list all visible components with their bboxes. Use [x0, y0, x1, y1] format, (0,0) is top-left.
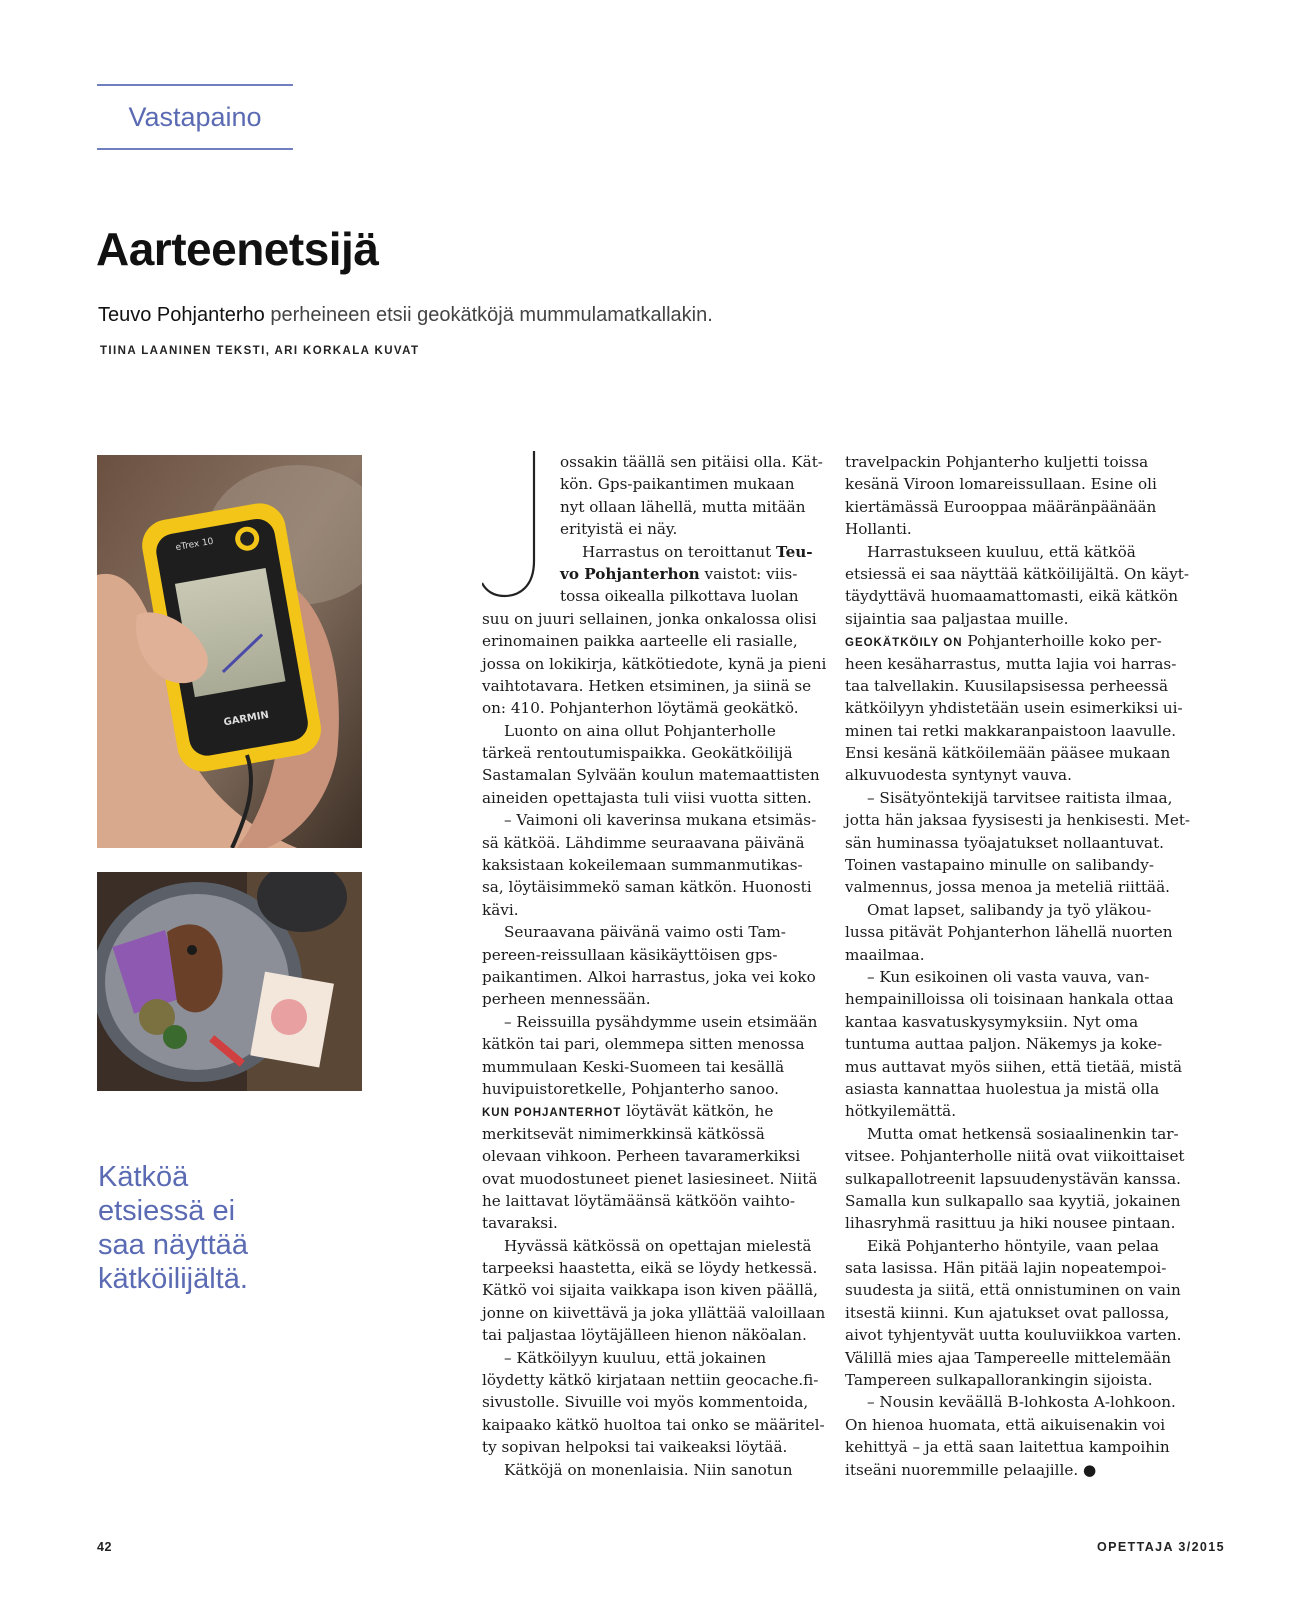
text-line: – Kätköilyyn kuuluu, että jokainen	[504, 1348, 767, 1367]
text-line: kön. Gps-paikantimen mukaan	[560, 475, 795, 494]
section-label: Vastapaino	[128, 102, 262, 132]
page-number: 42	[97, 1540, 113, 1554]
text-line: kätköilyyn yhdistetään usein esimerkiksi ui-	[845, 699, 1183, 718]
text-line: sijaintia saa paljastaa muille.	[845, 609, 1069, 628]
device-model-label: eTrex 10	[174, 536, 215, 554]
text-line: asiasta kannattaa huolestua ja mistä olla	[845, 1079, 1160, 1098]
text-line: On hienoa huomata, että aikuisenakin voi	[845, 1415, 1166, 1434]
text-line: – Nousin keväällä B-lohkosta A-lohkoon.	[867, 1393, 1176, 1412]
text-line: huvipuistoretkelle, Pohjanterho sanoo.	[482, 1079, 779, 1098]
text-line: sä kätköä. Lähdimme seuraavana päivänä	[482, 833, 805, 852]
article-lede	[98, 304, 713, 327]
text-line: erityistä ei näy.	[560, 520, 678, 539]
text-line: aivot tyhjentyvät uutta kouluviikkoa varten.	[845, 1326, 1182, 1345]
text-line: tärkeä rentoutumispaikka. Geokätköilijä	[482, 744, 793, 763]
text-line: pereen-reissullaan käsikäyttöisen gps-	[482, 945, 778, 964]
text-line: mus auttavat myös siihen, että tietää, mistä	[845, 1057, 1183, 1076]
text-line: vitsee. Pohjanterholle niitä ovat viikoittaiset	[845, 1147, 1185, 1166]
text-line: Harrastus on teroittanut Teu-	[582, 542, 813, 561]
text-line: travelpackin Pohjanterho kuljetti toissa	[845, 453, 1149, 471]
text-line: perheen mennessään.	[482, 990, 651, 1009]
text-line: jotta hän jaksaa fyysisesti ja henkisesti. Met-	[845, 811, 1191, 830]
text-line: suu on juuri sellainen, jonka onkalossa olisi	[482, 609, 817, 628]
text-line: kantaa kasvatuskysymyksiin. Nyt oma	[845, 1012, 1139, 1031]
text-line: kaksistaan kokeilemaan summanmutikas-	[482, 856, 803, 875]
subhead-lead: GEOKÄTKÖILY ON	[845, 637, 963, 650]
text-line: Eikä Pohjanterho höntyile, vaan pelaa	[867, 1236, 1159, 1255]
text-line: he laittavat löytämäänsä kätköön vaihto-	[482, 1191, 796, 1210]
article-column-1	[482, 451, 827, 1481]
magazine-issue: OPETTAJA 3/2015	[1097, 1540, 1225, 1554]
text-line: Mutta omat hetkensä sosiaalinenkin tar-	[867, 1124, 1179, 1143]
text-line: Ensi kesänä kätköilemään pääsee mukaan	[845, 744, 1171, 763]
text-line: mummulaan Keski-Suomeen tai kesällä	[482, 1057, 785, 1076]
article-title: Aarteenetsijä	[96, 223, 379, 275]
text-line: taa talvellakin. Kuusilapsisessa perheessä	[845, 676, 1169, 695]
subhead-line: GEOKÄTKÖILY ON Pohjanterhoille koko per-	[845, 632, 1162, 651]
text-line: lihasryhmä rasittuu ja hiki nousee pintaan.	[845, 1214, 1176, 1233]
text-line: kiertämässä Eurooppaa määränpäänään	[845, 497, 1157, 516]
text-line: kesänä Viroon lomareissullaan. Esine oli	[845, 475, 1157, 494]
pull-quote-line: Kätköä	[98, 1161, 189, 1193]
subhead-line: KUN POHJANTERHOT löytävät kätkön, he	[482, 1102, 774, 1121]
text-line: Toinen vastapaino minulle on salibandy-	[845, 856, 1154, 875]
text-line: ty sopivan helpoksi tai vaikeaksi löytää.	[482, 1438, 788, 1457]
text-line: maailmaa.	[845, 945, 925, 964]
text-line: – Sisätyöntekijä tarvitsee raitista ilmaa,	[867, 788, 1173, 807]
text-line: ovat muodostuneet pienet lasiesineet. Niitä	[482, 1169, 818, 1188]
byline: TIINA LAANINEN TEKSTI, ARI KORKALA KUVAT	[100, 345, 420, 357]
text-line: erinomainen paikka aarteelle eli rasialle,	[482, 632, 798, 651]
lede-rest: perheineen etsii geokätköjä mummulamatkallakin.	[264, 304, 713, 326]
text-line: – Reissuilla pysähdymme usein etsimään	[504, 1012, 818, 1031]
text-line: tossa oikealla pilkottava luolan	[560, 587, 799, 606]
pull-quote-line: kätköilijältä.	[98, 1263, 248, 1295]
text-line: Hollanti.	[845, 520, 912, 539]
text-line: alkuvuodesta syntynyt vauva.	[845, 766, 1072, 785]
text-line: jonne on kiivettävä ja joka yllättää valoillaan	[482, 1303, 826, 1322]
text-line: jossa on lokikirja, kätkötiedote, kynä ja pieni	[482, 654, 827, 673]
text-line: Luonto on aina ollut Pohjanterholle	[504, 721, 776, 740]
text-line: kätkön tai pari, olemmepa sitten menossa	[482, 1035, 805, 1054]
text-line: etsiessä ei saa näyttää kätköilijältä. On käyt-	[845, 564, 1190, 583]
text-line: itseäni nuoremmille pelaajille. ●	[845, 1460, 1097, 1479]
text-line: tai paljastaa löytäjälleen hienon näköalan.	[482, 1326, 807, 1345]
text-line: olevaan vihkoon. Perheen tavaramerkiksi	[482, 1147, 801, 1166]
text-line: sän huminassa työajatukset nollaantuvat.	[845, 833, 1165, 852]
text-line: valmennus, jossa menoa ja meteliä riittää.	[845, 878, 1170, 897]
text-line: itsestä kiinni. Kun ajatukset ovat pallossa,	[845, 1303, 1170, 1322]
text-line: Sastamalan Sylvään koulun matemaattisten	[482, 766, 820, 785]
text-line: – Vaimoni oli kaverinsa mukana etsimäs-	[504, 811, 817, 830]
text-line: tuntuma auttaa paljon. Näkemys ja koke-	[845, 1035, 1163, 1054]
text-line: vaihtotavara. Hetken etsiminen, ja siinä se	[482, 676, 812, 695]
text-line: lussa pitävät Pohjanterhon lähellä nuorten	[845, 923, 1173, 942]
text-line: kehittyä – ja että saan laitettua kampoihin	[845, 1438, 1170, 1457]
text-line: sulkapallotreenit lapsuudenystävän kanssa.	[845, 1169, 1182, 1188]
section-box	[97, 84, 293, 150]
text-line: Samalla kun sulkapallo saa kyytiä, jokainen	[845, 1191, 1181, 1210]
dropcap-text: J	[482, 451, 483, 452]
text-line: hötkyilemättä.	[845, 1102, 957, 1121]
text-line: kävi.	[482, 900, 519, 919]
text-line: Harrastukseen kuuluu, että kätköä	[867, 542, 1136, 561]
text-line: paikantimen. Alkoi harrastus, joka vei koko	[482, 967, 816, 986]
text-line: Seuraavana päivänä vaimo osti Tam-	[504, 923, 786, 942]
pull-quote	[98, 1160, 338, 1296]
text-line: Tampereen sulkapallorankingin sijoista.	[845, 1371, 1153, 1390]
text-line: on: 410. Pohjanterhon löytämä geokätkö.	[482, 699, 799, 718]
text-line: Kätkö voi sijaita vaikkapa ison kiven päällä,	[482, 1281, 818, 1300]
text-line: sata lasissa. Hän pitää lajin nopeatempoi-	[845, 1259, 1167, 1278]
text-line: täydyttävä huomaamattomasti, eikä kätkön	[845, 587, 1179, 606]
text-line: hempainilloissa oli toisinaan hankala ottaa	[845, 990, 1174, 1009]
text-line: Hyvässä kätkössä on opettajan mielestä	[504, 1236, 812, 1255]
photo-cache-contents	[97, 872, 362, 1091]
lede-name: Teuvo Pohjanterho	[98, 304, 265, 326]
text-line: vo Pohjanterhon vaistot: viis-	[560, 564, 798, 583]
article-column-2	[845, 451, 1190, 1481]
text-line: nyt ollaan lähellä, mutta mitään	[560, 497, 806, 516]
text-line: suudesta ja siitä, että onnistuminen on vain	[845, 1281, 1181, 1300]
text-line: – Kun esikoinen oli vasta vauva, van-	[867, 967, 1150, 986]
text-line: Omat lapset, salibandy ja työ yläkou-	[867, 900, 1152, 919]
subhead-lead: KUN POHJANTERHOT	[482, 1107, 622, 1120]
text-line: aineiden opettajasta tuli viisi vuotta sitten.	[482, 788, 812, 807]
text-line: ossakin täällä sen pitäisi olla. Kät-	[560, 453, 823, 471]
text-line: tarpeeksi haastetta, eikä se löydy hetkessä.	[482, 1259, 818, 1278]
device-brand-label: GARMIN	[222, 709, 270, 729]
text-line: merkitsevät nimimerkkinsä kätkössä	[482, 1124, 765, 1143]
text-line: heen kesäharrastus, mutta lajia voi harras-	[845, 654, 1177, 673]
text-line: minen tai retki makkaranpaistoon laavulle.	[845, 721, 1177, 740]
text-line: Kätköjä on monenlaisia. Niin sanotun	[504, 1460, 793, 1479]
text-line: sivustolle. Sivuille voi myös kommentoida,	[482, 1393, 809, 1412]
text-line: tavaraksi.	[482, 1214, 558, 1233]
text-line: kaipaako kätkö huoltoa tai onko se määritel-	[482, 1415, 825, 1434]
pull-quote-line: saa näyttää	[98, 1229, 248, 1261]
photo-gps-device	[97, 455, 362, 848]
text-line: löydetty kätkö kirjataan nettiin geocache.fi-	[482, 1371, 819, 1390]
text-line: Välillä mies ajaa Tampereelle mittelemään	[845, 1348, 1171, 1367]
pull-quote-line: etsiessä ei	[98, 1195, 236, 1227]
text-line: sa, löytäisimmekö saman kätkön. Huonosti	[482, 878, 812, 897]
